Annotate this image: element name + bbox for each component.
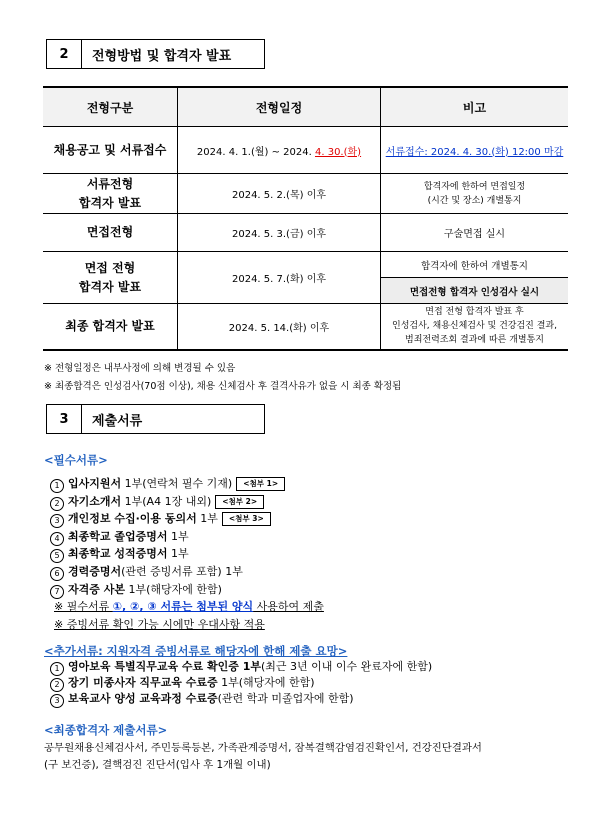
list-item xyxy=(44,545,574,563)
remark-line: 면접 전형 합격자 발표 후 xyxy=(425,307,524,318)
header-category: 전형구분 xyxy=(43,87,178,127)
note-emphasis: ①, ②, ③ 서류는 첨부된 양식 xyxy=(112,600,254,614)
final-line: (구 보건증), 결핵검진 진단서(입사 후 1개월 이내) xyxy=(44,759,271,771)
note-text: ※ 필수서류 xyxy=(54,600,113,614)
item-detail: 1부(A4 1장 내외) xyxy=(121,494,212,508)
category-line: 서류전형 xyxy=(86,176,134,191)
table-header-row xyxy=(43,87,568,127)
final-line: 공무원채용신체검사서, 주민등록등본, 가족관계증명서, 잠복결핵감염검진확인서, 건강진단결과서 xyxy=(44,742,482,754)
list-item xyxy=(44,475,574,493)
item-detail: (최근 3년 이내 이수 완료자에 한함) xyxy=(261,660,433,673)
item-name: 보육교사 양성 교육과정 수료증 xyxy=(68,692,218,705)
section-2-header xyxy=(46,39,265,69)
remark-line: (시간 및 장소) 개별통지 xyxy=(427,195,522,206)
schedule-note: ※ 전형일정은 내부사정에 의해 변경될 수 있음 xyxy=(44,363,236,374)
item-name: 경력증명서 xyxy=(68,564,122,578)
section-title: 제출서류 xyxy=(82,404,265,434)
list-item xyxy=(44,581,574,599)
additional-caption: <추가서류: 지원자격 증빙서류로 해당자에 한해 제출 요망> xyxy=(44,644,348,658)
item-detail: 1부(연락처 필수 기재) xyxy=(121,477,233,490)
header-schedule: 전형일정 xyxy=(178,87,381,127)
section-number: 3 xyxy=(46,404,82,434)
table-row xyxy=(43,127,568,174)
remark-line: 인성검사, 채용신체검사 및 건강검진 결과, xyxy=(392,321,557,332)
row-schedule: 2024. 5. 14.(화) 이후 xyxy=(178,304,381,350)
row-schedule: 2024. 5. 3.(금) 이후 xyxy=(178,214,381,252)
required-caption: <필수서류> xyxy=(44,453,108,467)
item-name: 개인정보 수집·이용 동의서 xyxy=(68,512,197,526)
row-remarks xyxy=(381,174,569,214)
section-title: 전형방법 및 합격자 발표 xyxy=(82,39,265,69)
table-row xyxy=(43,174,568,214)
attachment-tag: <첨부 1> xyxy=(236,477,285,491)
circled-number: 2 xyxy=(50,497,64,511)
attachment-tag: <첨부 3> xyxy=(222,512,271,526)
additional-documents xyxy=(44,643,574,707)
item-name: 장기 미종사자 직무교육 수료증 xyxy=(68,676,218,689)
deadline-date: 4. 30.(화) xyxy=(314,146,362,158)
list-item xyxy=(44,528,574,546)
date-text: 2024. 4. 1.(월) ~ 2024. xyxy=(196,146,315,158)
circled-number: 3 xyxy=(50,694,64,708)
row-remarks-highlight: 면접전형 합격자 인성검사 실시 xyxy=(381,278,569,304)
category-line: 합격자 발표 xyxy=(78,195,142,210)
table-row xyxy=(43,252,568,278)
circled-number: 4 xyxy=(50,532,64,546)
section-3-header xyxy=(46,404,265,434)
schedule-table xyxy=(43,86,568,351)
list-item xyxy=(44,691,574,707)
circled-number: 3 xyxy=(50,514,64,528)
row-remarks: 합격자에 한하여 개별통지 xyxy=(381,252,569,278)
item-detail: 1부 xyxy=(167,529,189,543)
circled-number: 1 xyxy=(50,479,64,493)
row-schedule: 2024. 5. 7.(화) 이후 xyxy=(178,252,381,304)
circled-number: 5 xyxy=(50,549,64,563)
item-detail: (관련 증빙서류 포함) 1부 xyxy=(121,564,243,578)
item-name: 자기소개서 xyxy=(68,494,122,508)
circled-number: 7 xyxy=(50,585,64,599)
remark-line: 범죄전력조회 결과에 따른 개별통지 xyxy=(405,335,544,346)
row-schedule xyxy=(178,127,381,174)
row-remarks: 서류접수: 2024. 4. 30.(화) 12:00 마감 xyxy=(381,127,569,174)
item-name: 최종학교 졸업증명서 xyxy=(68,529,168,543)
remark-line: 합격자에 한하여 면접일정 xyxy=(423,181,526,192)
item-detail: (관련 학과 미졸업자에 한함) xyxy=(217,692,354,705)
row-remarks: 구술면접 실시 xyxy=(381,214,569,252)
required-documents xyxy=(44,452,574,633)
list-item xyxy=(44,675,574,691)
required-note: ※ 증빙서류 확인 가능 시에만 우대사항 적용 xyxy=(54,617,265,631)
list-item xyxy=(44,563,574,581)
item-name: 자격증 사본 xyxy=(68,582,125,596)
circled-number: 1 xyxy=(50,662,64,676)
item-detail: 1부(해당자에 한함) xyxy=(124,582,222,596)
row-schedule: 2024. 5. 2.(목) 이후 xyxy=(178,174,381,214)
row-category: 최종 합격자 발표 xyxy=(43,304,178,350)
category-line: 면접 전형 xyxy=(84,260,136,275)
final-caption: <최종합격자 제출서류> xyxy=(44,723,168,737)
category-line: 합격자 발표 xyxy=(78,279,142,294)
row-remarks xyxy=(381,304,569,350)
circled-number: 2 xyxy=(50,678,64,692)
required-note xyxy=(44,598,574,616)
item-detail: 1부(해당자에 한함) xyxy=(217,676,315,689)
item-detail: 1부 xyxy=(167,547,189,561)
item-name: 최종학교 성적증명서 xyxy=(68,547,168,561)
row-category xyxy=(43,252,178,304)
section-number: 2 xyxy=(46,39,82,69)
row-category xyxy=(43,174,178,214)
final-documents xyxy=(44,722,574,774)
item-name: 입사지원서 xyxy=(68,477,122,490)
header-remarks: 비고 xyxy=(381,87,569,127)
row-category: 면접전형 xyxy=(43,214,178,252)
circled-number: 6 xyxy=(50,567,64,581)
row-category: 채용공고 및 서류접수 xyxy=(43,127,178,174)
list-item xyxy=(44,659,574,675)
item-name: 영아보육 특별직무교육 수료 확인증 1부 xyxy=(68,660,261,673)
schedule-note: ※ 최종합격은 인성검사(70점 이상), 채용 신체검사 후 결격사유가 없을 시 최종 확정됨 xyxy=(44,381,402,392)
item-detail: 1부 xyxy=(196,512,218,526)
list-item xyxy=(44,510,574,528)
note-text: 사용하여 제출 xyxy=(253,600,324,614)
table-row xyxy=(43,304,568,350)
table-row xyxy=(43,214,568,252)
attachment-tag: <첨부 2> xyxy=(215,495,264,509)
list-item xyxy=(44,493,574,511)
